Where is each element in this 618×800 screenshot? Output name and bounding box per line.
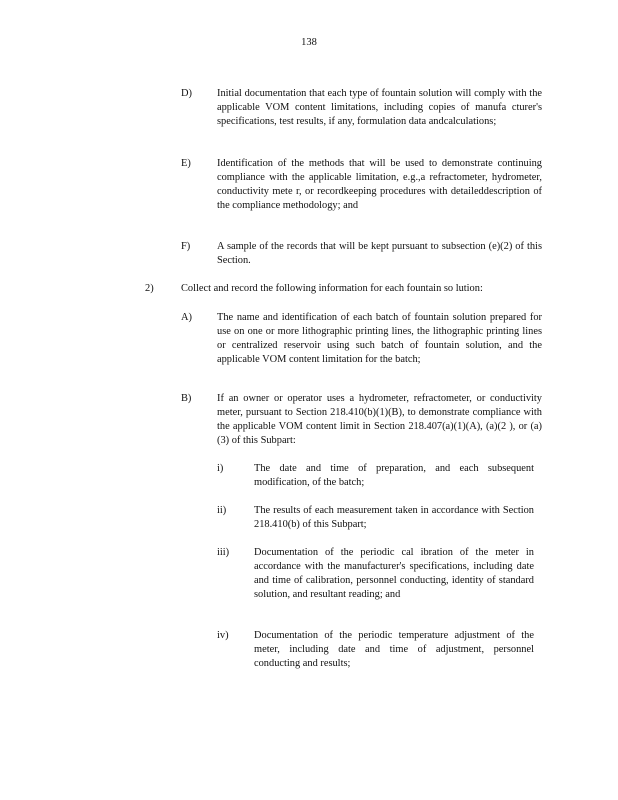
- item-text: Documentation of the periodic temperature adjustment of the meter, including date and time of adjustment, personnel conducting and results;: [254, 630, 534, 669]
- item-label: E): [181, 158, 191, 169]
- page-number: 138: [301, 37, 317, 48]
- item-text: Identification of the methods that will be used to demonstrate continuing compliance with the applicable limitation, e.g.,a refractometer, hydrometer, conductivity mete r, or recordkeeping procedures with detaileddescription of the compliance methodology; and: [217, 158, 542, 211]
- item-label: ii): [217, 505, 227, 516]
- item-text: A sample of the records that will be kept pursuant to subsection (e)(2) of this Section.: [217, 241, 542, 266]
- item-label: iv): [217, 630, 229, 641]
- item-label: i): [217, 463, 224, 474]
- item-label: A): [181, 312, 192, 323]
- item-label: D): [181, 88, 192, 99]
- item-text: Collect and record the following information for each fountain so lution:: [181, 283, 483, 294]
- item-text: Documentation of the periodic cal ibration of the meter in accordance with the manufacturer's specifications, including date and time of calibration, personnel conducting, identity of standard solution, and resultant reading; and: [254, 547, 534, 600]
- item-text: The results of each measurement taken in accordance with Section 218.410(b) of this Subpart;: [254, 505, 534, 530]
- item-text: The name and identification of each batch of fountain solution prepared for use on one or more lithographic printing lines, the lithographic printing lines or centralized reservoir using such batch of fountain solution, and the applicable VOM content limitation for the batch;: [217, 312, 542, 365]
- item-text: Initial documentation that each type of fountain solution will comply with the applicable VOM content limitations, including copies of manufa cturer's specifications, test results, if any, formulation data andcalculations;: [217, 88, 542, 127]
- item-label: iii): [217, 547, 230, 558]
- item-text: If an owner or operator uses a hydrometer, refractometer, or conductivity meter, pursuant to Section 218.410(b)(1)(B), to demonstrate compliance with the applicable VOM content limit in Section 218.407(a)(1)(A), (a)(2 ), or (a)(3) of this Subpart:: [217, 393, 542, 446]
- item-label: B): [181, 393, 192, 404]
- item-label: F): [181, 241, 191, 252]
- item-text: The date and time of preparation, and each subsequent modification, of the batch;: [254, 463, 534, 488]
- item-label: 2): [145, 283, 154, 294]
